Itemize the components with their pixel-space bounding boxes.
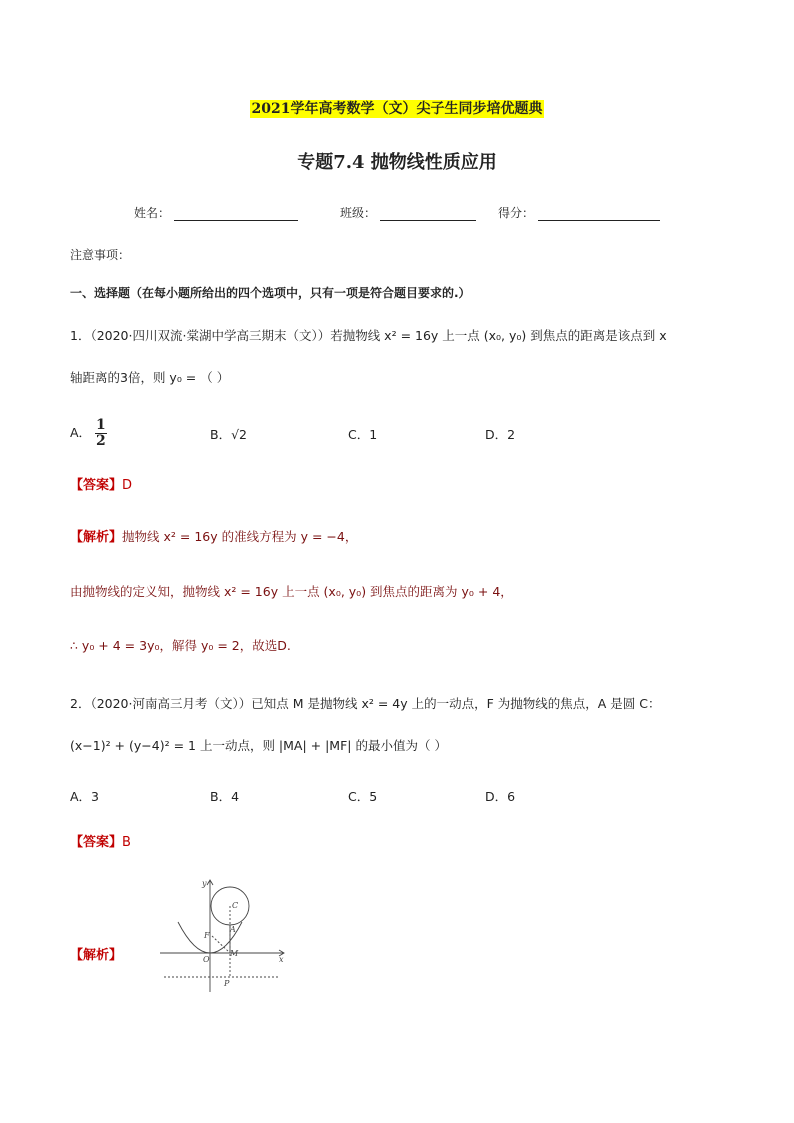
label-o: O bbox=[203, 955, 210, 964]
parabola-figure bbox=[160, 874, 290, 994]
notice-label: 注意事项： bbox=[70, 248, 131, 262]
score-field: 得分： bbox=[498, 204, 660, 221]
q2-option-c: C．5 bbox=[348, 789, 378, 804]
q1-analysis-line2: 由抛物线的定义知，抛物线 x² = 16y 上一点 (x₀, y₀) 到焦点的距离为 y₀ + 4， bbox=[70, 584, 513, 599]
label-a: A bbox=[230, 925, 236, 934]
name-blank bbox=[174, 207, 298, 221]
score-blank bbox=[538, 207, 660, 221]
q2-stem-line2: (x−1)² + (y−4)² = 1 上一动点，则 |MA| + |MF| 的最小值为（ ） bbox=[70, 738, 447, 753]
q2-answer: 【答案】B bbox=[70, 835, 131, 850]
class-field: 班级： bbox=[340, 204, 476, 221]
q1-option-a: A． $\frac{1}{2}$ bbox=[70, 417, 106, 449]
q1-option-c: C．1 bbox=[348, 427, 378, 442]
q2-analysis-tag: 【解析】 bbox=[70, 948, 123, 963]
q1-analysis-line1: 【解析】抛物线 x² = 16y 的准线方程为 y = −4， bbox=[70, 529, 358, 545]
q2-option-a: A．3 bbox=[70, 789, 100, 804]
q2-option-d: D．6 bbox=[485, 789, 516, 804]
label-m: M bbox=[230, 949, 239, 958]
q1-option-b: B．√2 bbox=[210, 427, 247, 442]
label-y: y bbox=[202, 879, 207, 888]
q1-answer: 【答案】D bbox=[70, 478, 133, 493]
q2-stem-line1: 2．（2020·河南高三月考（文））已知点 M 是抛物线 x² = 4y 上的一动点，F 为抛物线的焦点，A 是圆 C： bbox=[70, 696, 661, 711]
label-x: x bbox=[279, 955, 284, 964]
q1-option-d: D．2 bbox=[485, 427, 516, 442]
series-title: 2021学年高考数学（文）尖子生同步培优题典 bbox=[251, 101, 543, 117]
q1-stem-line1: 1．（2020·四川双流·棠湖中学高三期末（文））若抛物线 x² = 16y 上一点 (x₀, y₀) 到焦点的距离是该点到 x bbox=[70, 328, 667, 343]
q1-stem-line2: 轴距离的3倍，则 y₀ = （ ） bbox=[70, 370, 230, 385]
label-f: F bbox=[204, 931, 210, 940]
class-blank bbox=[380, 207, 476, 221]
label-c: C bbox=[232, 901, 239, 910]
label-p: P bbox=[224, 979, 230, 988]
q2-option-b: B．4 bbox=[210, 789, 240, 804]
section-heading: 一、选择题（在每小题所给出的四个选项中，只有一项是符合题目要求的.） bbox=[70, 286, 471, 300]
q1-option-a-fraction: $\frac{1}{2}$ bbox=[96, 417, 106, 449]
topic-title: 专题7.4 抛物线性质应用 bbox=[297, 152, 497, 173]
q1-analysis-line3: ∴ y₀ + 4 = 3y₀，解得 y₀ = 2，故选D. bbox=[70, 638, 291, 653]
name-field: 姓名： bbox=[134, 204, 298, 221]
